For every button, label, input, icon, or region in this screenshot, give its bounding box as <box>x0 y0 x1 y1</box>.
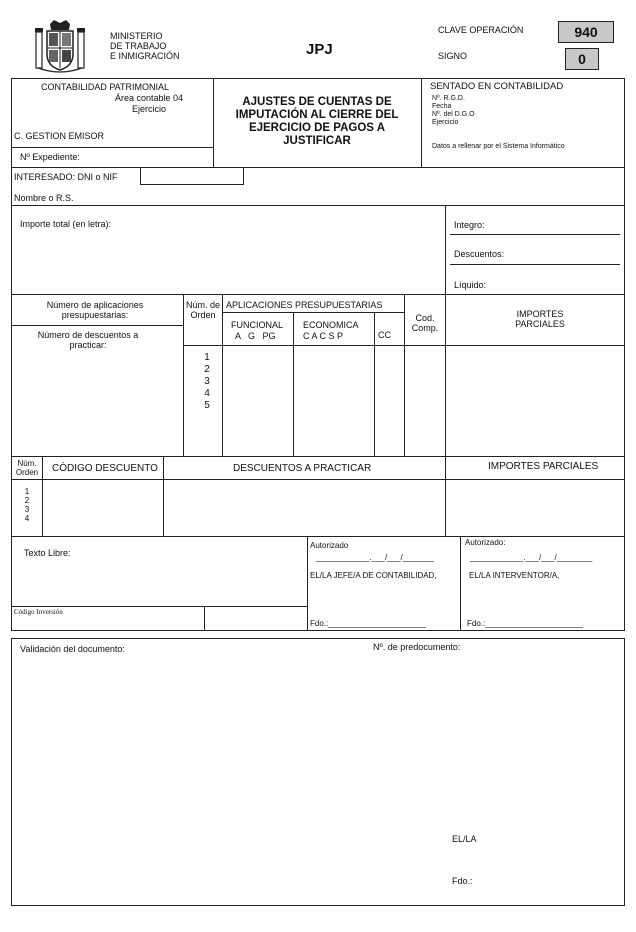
cc-label: CC <box>378 330 391 340</box>
aplicaciones-header: APLICACIONES PRESUPUESTARIAS <box>226 300 383 310</box>
cod-comp-label: Cod. Comp. <box>411 313 439 333</box>
sentado-label: SENTADO EN CONTABILIDAD <box>430 81 564 92</box>
row-number: 1 <box>24 487 30 496</box>
clave-operacion-label: CLAVE OPERACIÓN <box>438 25 524 35</box>
importe-letra-label: Importe total (en letra): <box>20 219 112 229</box>
row-number: 1 <box>204 352 210 363</box>
fdo2-label[interactable]: Fdo.:______________________ <box>467 619 584 628</box>
dni-nif-field[interactable] <box>140 167 244 185</box>
num-descuentos-label: Número de descuentos a practicar: <box>37 330 139 350</box>
ministry-line: DE TRABAJO <box>110 41 167 51</box>
validacion-fdo-label[interactable]: Fdo.: <box>452 876 473 886</box>
row-number: 2 <box>24 496 30 505</box>
ministry-name <box>110 31 220 61</box>
row-number: 3 <box>204 376 210 387</box>
ejercicio2-label: Ejercicio <box>432 119 459 126</box>
descuento-num-orden-label: Núm. Orden <box>15 459 39 477</box>
descuentos-label: Descuentos: <box>454 249 505 259</box>
descuentos-row-numbers <box>18 487 36 523</box>
ministry-line: E INMIGRACIÓN <box>110 51 180 61</box>
el-la-label: EL/LA <box>452 834 477 844</box>
descuentos-practicar-label: DESCUENTOS A PRACTICAR <box>233 463 372 474</box>
row-number: 4 <box>24 514 30 523</box>
autorizado1-date: ____________.___/___/_______ <box>316 553 434 562</box>
row-number: 5 <box>204 400 210 411</box>
texto-libre-label: Texto Libre: <box>24 548 71 558</box>
ejercicio-label: Ejercicio <box>132 104 167 114</box>
row-number: 3 <box>24 505 30 514</box>
ministry-line: MINISTERIO <box>110 31 163 41</box>
interesado-label: INTERESADO: DNI o NIF <box>14 172 118 182</box>
datos-rellenar-label: Datos a rellenar por el Sistema Informático <box>432 143 565 150</box>
expediente-label: Nº Expediente: <box>20 152 80 162</box>
predocumento-label: Nº. de predocumento: <box>373 642 461 652</box>
signo-value: 0 <box>565 48 599 70</box>
rgd-label: Nº. R.G.D. <box>432 95 465 102</box>
fecha-label: Fecha <box>432 103 452 110</box>
codigo-descuento-label: CÓDIGO DESCUENTO <box>52 463 158 474</box>
validacion-box <box>11 638 625 906</box>
funcional-sub-label: A G PG <box>235 331 276 341</box>
form-title: AJUSTES DE CUENTAS DE IMPUTACIÓN AL CIERRE DEL EJERCICIO DE PAGOS A JUSTIFICAR <box>235 96 399 147</box>
contabilidad-label: CONTABILIDAD PATRIMONIAL <box>41 82 170 92</box>
row-number: 2 <box>204 364 210 375</box>
row-number: 4 <box>204 388 210 399</box>
descuentos-importes-label: IMPORTES PARCIALES <box>488 461 599 472</box>
importes-parciales-label: IMPORTES PARCIALES <box>515 309 565 329</box>
form-code: JPJ <box>306 41 333 58</box>
num-aplicaciones-label: Número de aplicaciones presupuestarias: <box>46 300 144 320</box>
interventor-label: EL/LA INTERVENTOR/A, <box>469 571 560 580</box>
autorizado2-date: ____________.___/___/________ <box>470 553 593 562</box>
codigo-inversion-label: Código Inversión <box>14 608 63 616</box>
integro-label: Integro: <box>454 220 485 230</box>
dgo-label: Nº. del D.G.O <box>432 111 475 118</box>
liquido-label: Líquido: <box>454 280 487 290</box>
fdo1-label[interactable]: Fdo.:______________________ <box>310 619 427 628</box>
aplicaciones-row-numbers <box>197 352 217 412</box>
signo-label: SIGNO <box>438 51 468 61</box>
autorizado2-label: Autorizado: <box>465 538 506 547</box>
area-contable: Área contable 04 <box>115 93 184 103</box>
jefe-contabilidad-label: EL/LA JEFE/A DE CONTABILIDAD, <box>310 571 437 580</box>
funcional-label: FUNCIONAL <box>231 320 284 330</box>
num-orden-label: Núm. de Orden <box>186 300 221 320</box>
economica-sub-label: C A C S P <box>303 331 344 341</box>
validacion-label: Validación del documento: <box>20 644 125 654</box>
coat-of-arms-icon <box>34 18 86 74</box>
nombre-label: Nombre o R.S. <box>14 193 74 203</box>
clave-operacion-value: 940 <box>558 21 614 43</box>
autorizado1-label: Autorizado <box>310 541 349 550</box>
economica-label: ECONOMICA <box>303 320 359 330</box>
gestion-emisor-label: C. GESTION EMISOR <box>14 131 105 141</box>
